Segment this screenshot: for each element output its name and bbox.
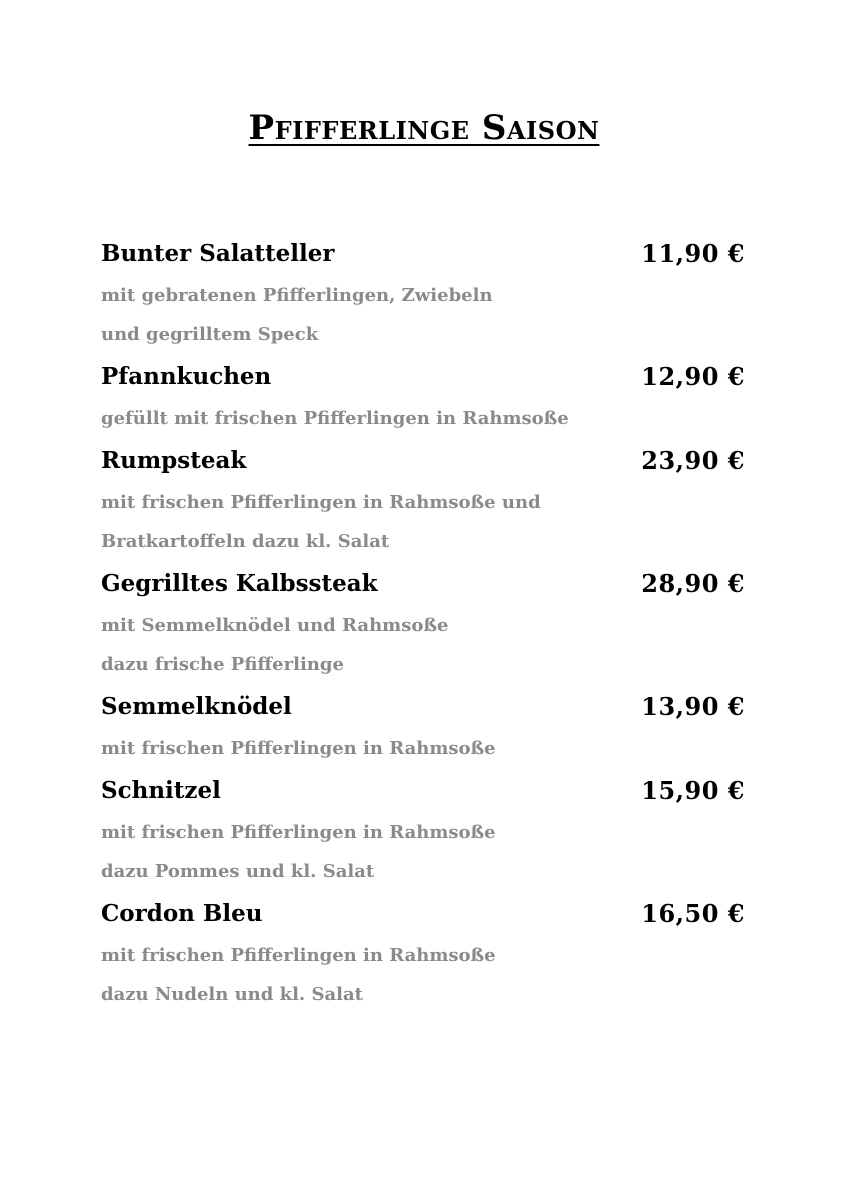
menu-item-name: Pfannkuchen (101, 363, 272, 390)
menu-item-price: 16,50 € (641, 899, 745, 928)
menu-item (101, 769, 745, 891)
menu-item-description: mit frischen Pfifferlingen in Rahmsoße und (101, 492, 541, 513)
menu-item-description: dazu frische Pfifferlinge (101, 654, 344, 675)
menu-item-header (101, 892, 745, 936)
menu-item-header (101, 685, 745, 729)
menu-item-description: mit Semmelknödel und Rahmsoße (101, 615, 449, 636)
menu-item-description: mit frischen Pfifferlingen in Rahmsoße (101, 945, 496, 966)
menu-item-price: 28,90 € (641, 569, 745, 598)
menu-item-header (101, 769, 745, 813)
menu-item-price: 13,90 € (641, 692, 745, 721)
menu-item-name: Semmelknödel (101, 693, 292, 720)
menu-item (101, 355, 745, 438)
menu-item-description: gefüllt mit frischen Pfifferlingen in Rahmsoße (101, 408, 569, 429)
menu-item-description: mit frischen Pfifferlingen in Rahmsoße (101, 822, 496, 843)
menu-item-description: und gegrilltem Speck (101, 324, 319, 345)
menu-item-description: mit frischen Pfifferlingen in Rahmsoße (101, 738, 496, 759)
menu-item-price: 12,90 € (641, 362, 745, 391)
menu-item (101, 439, 745, 561)
menu-item (101, 685, 745, 768)
menu-item-header (101, 232, 745, 276)
menu-item-price: 23,90 € (641, 446, 745, 475)
menu-item (101, 232, 745, 354)
menu-item-header (101, 439, 745, 483)
menu-item-price: 11,90 € (641, 239, 745, 268)
menu-item-description: dazu Pommes und kl. Salat (101, 861, 375, 882)
page-title-text: Pfifferlinge Saison (248, 108, 600, 148)
menu-item-description: dazu Nudeln und kl. Salat (101, 984, 363, 1005)
menu-item-name: Bunter Salatteller (101, 240, 335, 267)
menu-item-name: Gegrilltes Kalbssteak (101, 570, 378, 597)
menu-item-name: Rumpsteak (101, 447, 247, 474)
menu-item-header (101, 562, 745, 606)
menu-item (101, 562, 745, 684)
menu-item-name: Schnitzel (101, 777, 221, 804)
menu-item-description: Bratkartoffeln dazu kl. Salat (101, 531, 390, 552)
menu-item-name: Cordon Bleu (101, 900, 263, 927)
menu-item-description: mit gebratenen Pfifferlingen, Zwiebeln (101, 285, 493, 306)
menu-list (101, 232, 745, 1015)
menu-item (101, 892, 745, 1014)
menu-item-header (101, 355, 745, 399)
menu-item-price: 15,90 € (641, 776, 745, 805)
page-title (0, 108, 848, 148)
